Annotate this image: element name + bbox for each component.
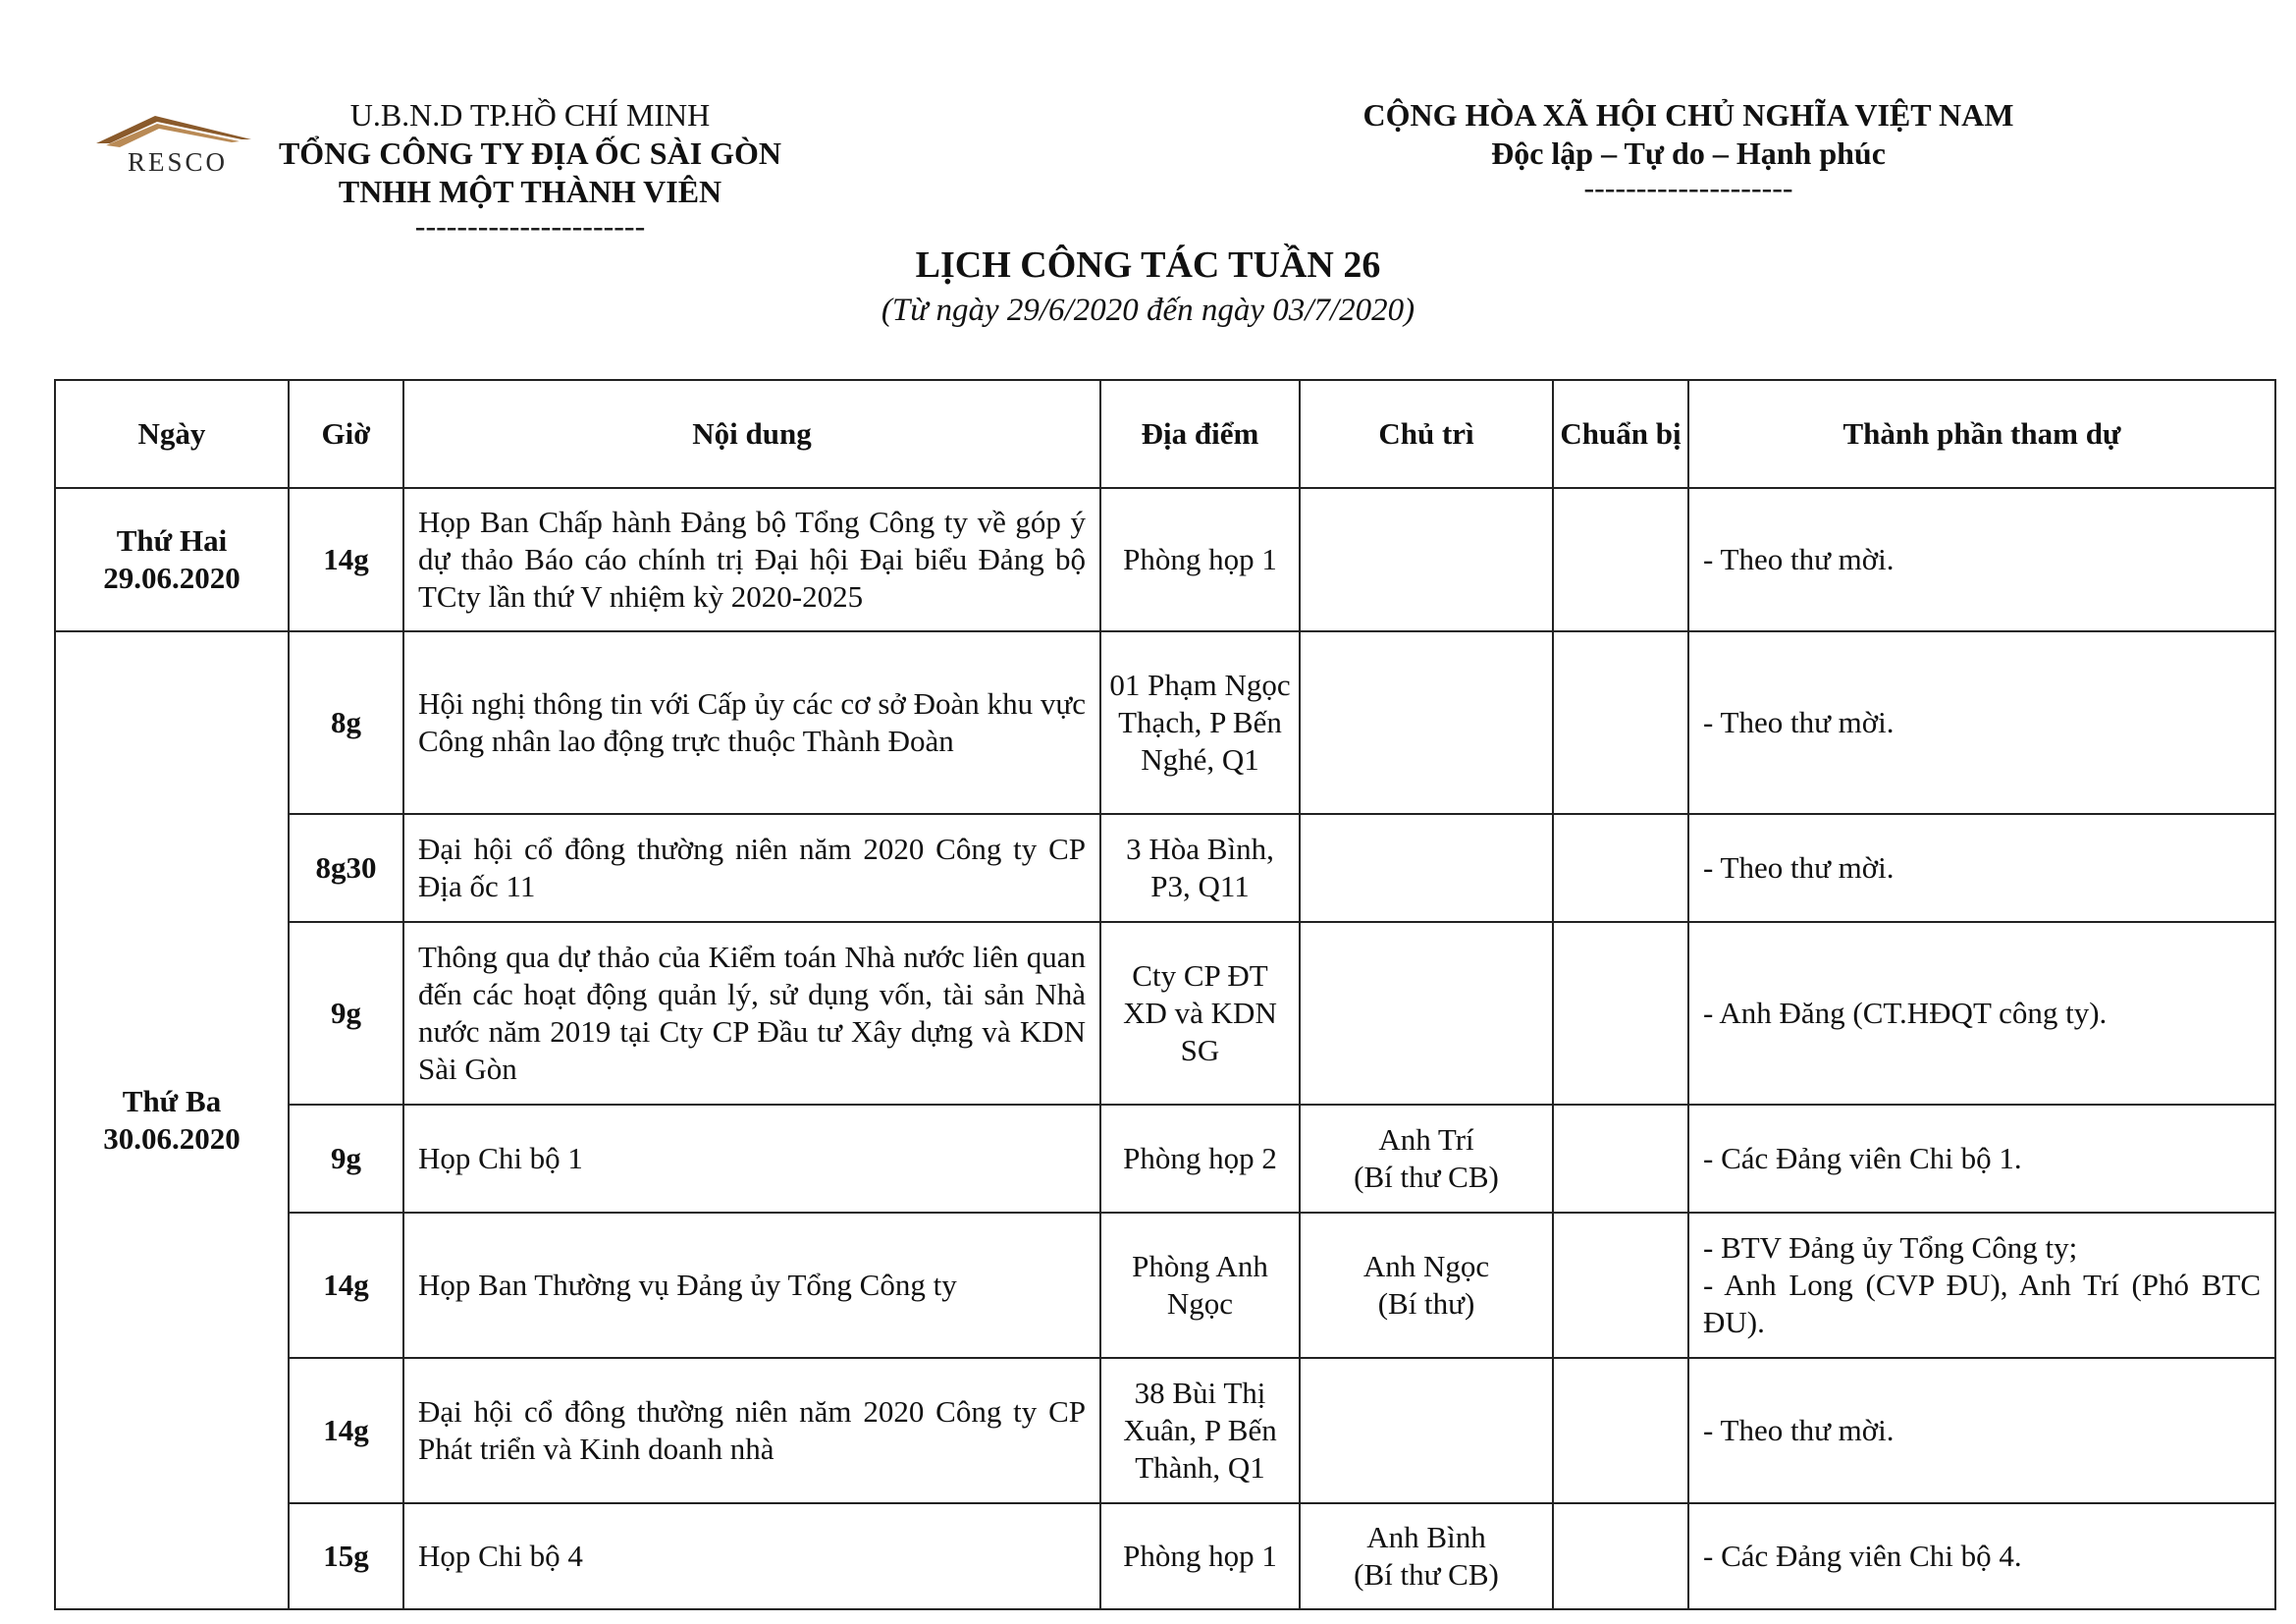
participants-cell	[1688, 488, 2275, 631]
page-subtitle: (Từ ngày 29/6/2020 đến ngày 03/7/2020)	[881, 293, 1415, 328]
chair-cell	[1300, 1503, 1553, 1609]
participants-cell	[1688, 814, 2275, 922]
content-cell: Thông qua dự thảo của Kiểm toán Nhà nước liên quan đến các hoạt động quản lý, sử dụng vốn, tài sản Nhà nước năm 2019 tại Cty CP Đầu tư Xây dựng và KDN Sài Gòn	[403, 922, 1100, 1105]
participants-cell	[1688, 1503, 2275, 1609]
participants-line: - Theo thư mời.	[1703, 850, 1895, 885]
prep-cell	[1553, 1503, 1688, 1609]
org-divider: ----------------------	[414, 208, 646, 244]
col-header-content: Nội dung	[403, 380, 1100, 488]
col-header-date: Ngày	[55, 380, 289, 488]
prep-cell	[1553, 1213, 1688, 1358]
table-row	[55, 1503, 2275, 1609]
chair-cell	[1300, 922, 1553, 1105]
participants-line: - Theo thư mời.	[1703, 1413, 1895, 1447]
prep-cell	[1553, 488, 1688, 631]
chair-role: (Bí thư CB)	[1354, 1557, 1499, 1592]
chair-cell	[1300, 1213, 1553, 1358]
place-cell: Phòng Anh Ngọc	[1100, 1213, 1300, 1358]
content-cell: Đại hội cổ đông thường niên năm 2020 Công ty CP Địa ốc 11	[403, 814, 1100, 922]
day-date: 29.06.2020	[103, 561, 240, 595]
table-row	[55, 631, 2275, 814]
logo-text: RESCO	[127, 147, 229, 177]
time-cell: 8g	[289, 631, 403, 814]
chair-cell	[1300, 1358, 1553, 1503]
place-cell: Phòng họp 2	[1100, 1105, 1300, 1213]
place-cell: 01 Phạm Ngọc Thạch, P Bến Nghé, Q1	[1100, 631, 1300, 814]
participants-line: - Theo thư mời.	[1703, 705, 1895, 739]
day-name: Thứ Hai	[116, 523, 228, 558]
place-cell: 3 Hòa Bình, P3, Q11	[1100, 814, 1300, 922]
participants-cell	[1688, 1105, 2275, 1213]
participants-cell	[1688, 922, 2275, 1105]
chair-cell	[1300, 488, 1553, 631]
national-header	[1335, 96, 2042, 205]
nation-line-2: Độc lập – Tự do – Hạnh phúc	[1491, 135, 1886, 171]
table-row	[55, 814, 2275, 922]
place-cell: Phòng họp 1	[1100, 488, 1300, 631]
prep-cell	[1553, 1105, 1688, 1213]
resco-logo	[94, 110, 257, 179]
time-cell: 9g	[289, 1105, 403, 1213]
time-cell: 14g	[289, 488, 403, 631]
participants-cell	[1688, 1358, 2275, 1503]
chair-cell	[1300, 814, 1553, 922]
time-cell: 15g	[289, 1503, 403, 1609]
table-row	[55, 1358, 2275, 1503]
schedule-table	[54, 379, 2276, 1610]
col-header-place: Địa điểm	[1100, 380, 1300, 488]
participants-line: - Anh Long (CVP ĐU), Anh Trí (Phó BTC ĐU).	[1703, 1268, 2261, 1339]
time-cell: 9g	[289, 922, 403, 1105]
nation-line-1: CỘNG HÒA XÃ HỘI CHỦ NGHĨA VIỆT NAM	[1362, 97, 2014, 133]
col-header-time: Giờ	[289, 380, 403, 488]
content-cell: Họp Ban Thường vụ Đảng ủy Tổng Công ty	[403, 1213, 1100, 1358]
table-row	[55, 488, 2275, 631]
place-cell: 38 Bùi Thị Xuân, P Bến Thành, Q1	[1100, 1358, 1300, 1503]
prep-cell	[1553, 814, 1688, 922]
nation-divider: --------------------	[1583, 170, 1793, 205]
chair-name: Anh Bình	[1366, 1520, 1486, 1554]
org-header	[265, 96, 795, 244]
chair-name: Anh Ngọc	[1362, 1249, 1490, 1283]
time-cell: 14g	[289, 1213, 403, 1358]
chair-name: Anh Trí	[1378, 1122, 1474, 1157]
table-header-row	[55, 380, 2275, 488]
prep-cell	[1553, 1358, 1688, 1503]
content-cell: Hội nghị thông tin với Cấp ủy các cơ sở Đoàn khu vực Công nhân lao động trực thuộc Thành Đoàn	[403, 631, 1100, 814]
participants-line: - Anh Đăng (CT.HĐQT công ty).	[1703, 996, 2108, 1030]
content-cell: Họp Ban Chấp hành Đảng bộ Tổng Công ty về góp ý dự thảo Báo cáo chính trị Đại hội Đại biểu Đảng bộ TCty lần thứ V nhiệm kỳ 2020-2025	[403, 488, 1100, 631]
participants-line: - Theo thư mời.	[1703, 542, 1895, 576]
chair-cell	[1300, 1105, 1553, 1213]
org-line-3: TNHH MỘT THÀNH VIÊN	[338, 174, 722, 209]
col-header-participants: Thành phần tham dự	[1688, 380, 2275, 488]
time-cell: 8g30	[289, 814, 403, 922]
table-row	[55, 922, 2275, 1105]
content-cell: Họp Chi bộ 1	[403, 1105, 1100, 1213]
day-date: 30.06.2020	[103, 1121, 240, 1156]
chair-role: (Bí thư CB)	[1354, 1160, 1499, 1194]
chair-cell	[1300, 631, 1553, 814]
table-row	[55, 1105, 2275, 1213]
roof-icon	[94, 110, 257, 151]
chair-role: (Bí thư)	[1377, 1286, 1475, 1321]
content-cell: Họp Chi bộ 4	[403, 1503, 1100, 1609]
place-cell: Cty CP ĐT XD và KDN SG	[1100, 922, 1300, 1105]
table-row	[55, 1213, 2275, 1358]
col-header-prep: Chuẩn bị	[1553, 380, 1688, 488]
participants-line: - Các Đảng viên Chi bộ 1.	[1703, 1141, 2022, 1175]
day-name: Thứ Ba	[122, 1084, 222, 1118]
participants-line: - Các Đảng viên Chi bộ 4.	[1703, 1539, 2022, 1573]
prep-cell	[1553, 631, 1688, 814]
org-line-2: TỔNG CÔNG TY ĐỊA ỐC SÀI GÒN	[278, 135, 782, 171]
time-cell: 14g	[289, 1358, 403, 1503]
participants-line: - BTV Đảng ủy Tổng Công ty;	[1703, 1230, 2078, 1265]
participants-cell	[1688, 631, 2275, 814]
col-header-chair: Chủ trì	[1300, 380, 1553, 488]
prep-cell	[1553, 922, 1688, 1105]
day-cell	[55, 631, 289, 1609]
participants-cell	[1688, 1213, 2275, 1358]
content-cell: Đại hội cổ đông thường niên năm 2020 Công ty CP Phát triển và Kinh doanh nhà	[403, 1358, 1100, 1503]
day-cell	[55, 488, 289, 631]
place-cell: Phòng họp 1	[1100, 1503, 1300, 1609]
page-title: LỊCH CÔNG TÁC TUẦN 26	[915, 244, 1381, 286]
org-line-1: U.B.N.D TP.HỒ CHÍ MINH	[349, 97, 711, 133]
